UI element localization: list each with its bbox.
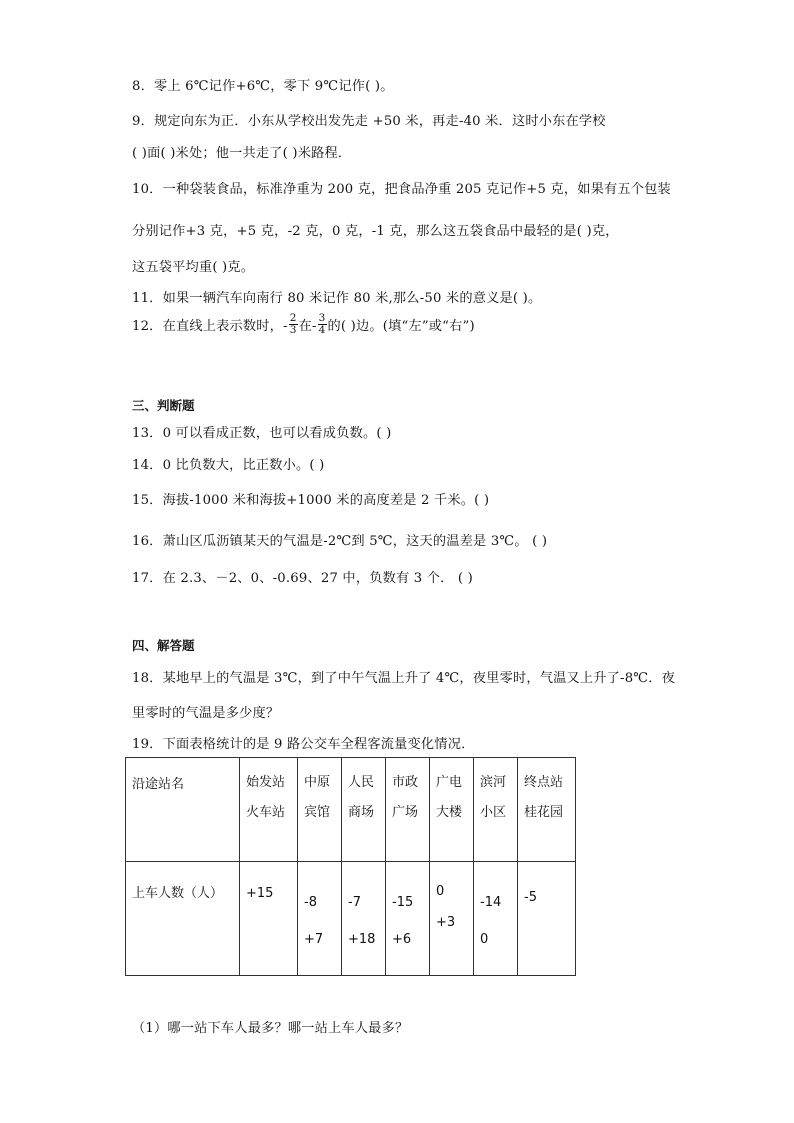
station-cell [298, 758, 342, 862]
question-10-line2: 分别记作+3 克，+5 克，-2 克，0 克，-1 克，那么这五袋食品中最轻的是( )克， [132, 224, 619, 239]
table-header-row [126, 758, 576, 862]
station-cell [430, 758, 474, 862]
station-name-1: 始发站 [246, 775, 286, 790]
value-2: +6 [392, 932, 412, 947]
question-17: 17．在 2.3、－2、0、-0.69、27 中，负数有 3 个． ( ) [132, 571, 473, 586]
value-cell [298, 862, 342, 976]
table-data-row [126, 862, 576, 976]
question-8: 8．零上 6℃记作+6℃，零下 9℃记作( )。 [132, 79, 394, 94]
value-2: +7 [304, 932, 324, 947]
section-3-title: 三、判断题 [132, 398, 195, 413]
value-2: +18 [348, 932, 376, 947]
station-cell [474, 758, 518, 862]
question-15: 15．海拔-1000 米和海拔+1000 米的高度差是 2 千米。( ) [132, 493, 490, 508]
question-18-line2: 里零时的气温是多少度？ [132, 706, 280, 721]
station-cell [342, 758, 386, 862]
station-name-2: 广场 [392, 805, 419, 820]
question-9-line2: ( )面( )米处；他一共走了( )米路程． [132, 146, 352, 161]
value-2: +3 [436, 915, 456, 930]
station-name-2: 小区 [480, 805, 507, 820]
question-16: 16．萧山区瓜沥镇某天的气温是-2℃到 5℃，这天的温差是 3℃。 ( ) [132, 534, 548, 549]
value-1: 0 [436, 884, 445, 899]
value-cell [342, 862, 386, 976]
question-10-line3: 这五袋平均重( )克。 [132, 260, 255, 275]
question-14: 14．0 比负数大，比正数小。( ) [132, 458, 325, 473]
station-name-1: 市政 [392, 775, 419, 790]
value-cell [430, 862, 474, 976]
station-name-2: 宾馆 [304, 805, 331, 820]
station-name-2: 火车站 [246, 805, 286, 820]
station-name-2: 商场 [348, 805, 375, 820]
fraction-three-quarters: $\frac{3}{4}$ [318, 312, 326, 336]
value-1: +15 [246, 886, 274, 901]
section-4-title: 四、解答题 [132, 638, 195, 653]
station-name-1: 终点站 [524, 775, 564, 790]
question-11: 11．如果一辆汽车向南行 80 米记作 80 米,那么-50 米的意义是( )。 [132, 291, 542, 306]
value-1: -14 [480, 895, 502, 910]
question-18-line1: 18．某地早上的气温是 3℃，到了中午气温上升了 4℃，夜里零时，气温又上升了-8℃．夜 [132, 671, 676, 686]
station-cell [240, 758, 298, 862]
value-cell [474, 862, 518, 976]
value-cell [240, 862, 298, 976]
station-name-1: 滨河 [480, 775, 507, 790]
value-cell [386, 862, 430, 976]
value-1: -15 [392, 895, 414, 910]
question-9-line1: 9．规定向东为正．小东从学校出发先走 +50 米，再走-40 米．这时小东在学校 [132, 114, 606, 129]
value-1: -5 [524, 890, 537, 905]
station-cell [518, 758, 576, 862]
data-label-cell [126, 862, 240, 976]
station-name-2: 桂花园 [524, 805, 564, 820]
fraction-two-thirds: $\frac{2}{3}$ [289, 312, 297, 336]
question-12-prefix: 12．在直线上表示数时，- [132, 319, 288, 334]
question-12-mid: 在- [298, 319, 317, 334]
value-1: -7 [348, 895, 361, 910]
data-label: 上车人数（人） [132, 886, 224, 901]
question-19: 19．下面表格统计的是 9 路公交车全程客流量变化情况． [132, 737, 475, 752]
value-cell [518, 862, 576, 976]
station-name-1: 人民 [348, 775, 375, 790]
question-19-sub1: （1）哪一站下车人最多？哪一站上车人最多？ [132, 1021, 409, 1036]
station-cell [386, 758, 430, 862]
header-label: 沿途站名 [132, 777, 185, 792]
question-12 [132, 313, 475, 336]
question-10-line1: 10．一种袋装食品，标准净重为 200 克，把食品净重 205 克记作+5 克，如果有五个包装 [132, 182, 671, 197]
value-1: -8 [304, 895, 317, 910]
station-name-1: 广电 [436, 775, 463, 790]
header-label-cell [126, 758, 240, 862]
station-name-2: 大楼 [436, 805, 463, 820]
question-13: 13．0 可以看成正数，也可以看成负数。( ) [132, 426, 392, 441]
value-2: 0 [480, 932, 489, 947]
station-name-1: 中原 [304, 775, 331, 790]
bus-passenger-table [125, 757, 576, 976]
question-12-suffix: 的( )边。(填“左”或“右”) [327, 319, 475, 334]
